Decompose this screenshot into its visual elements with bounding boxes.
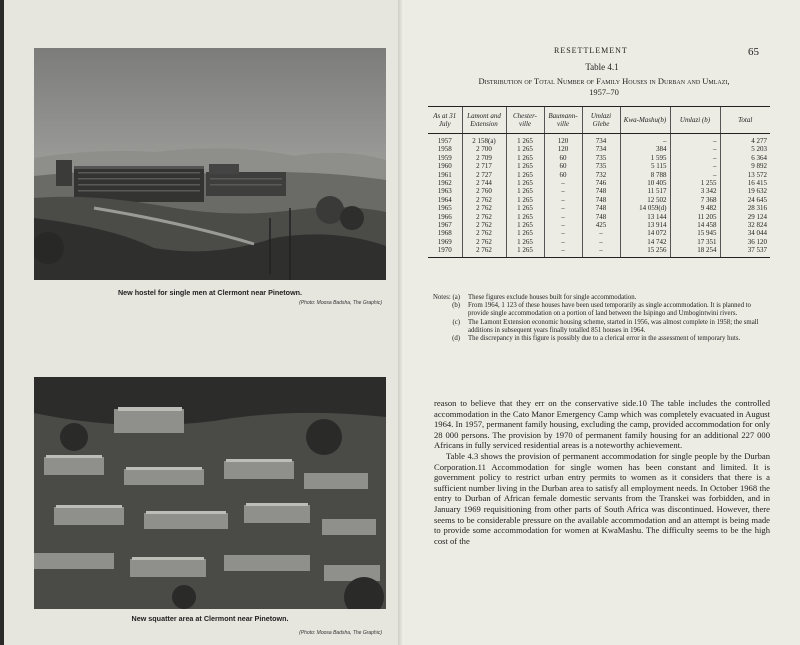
table-cell: 18 254 — [670, 246, 720, 257]
table-cell: 17 351 — [670, 238, 720, 246]
body-paragraph: reason to believe that they err on the conservative side.10 The table includes the controlled accommodation in the Cato Manor Emergency Camp which was completely evacuated in August 1964. In 1957, permanent family housing, excluding the camp, provided accommodation for only 28 000 persons. The provision by 1970 of permanent family housing for an additional 227 000 Africans in fully serviced residential areas is a noteworthy achievement. — [434, 398, 770, 451]
table-cell: 13 914 — [620, 221, 670, 229]
table-cell: 60 — [544, 154, 582, 162]
table-row — [428, 145, 770, 153]
table-row — [428, 179, 770, 187]
table-cell: 748 — [582, 187, 620, 195]
table-cell: 384 — [620, 145, 670, 153]
table-cell: 2 762 — [462, 221, 506, 229]
table-row — [428, 196, 770, 204]
table-cell: 2 762 — [462, 238, 506, 246]
table-cell: 6 364 — [720, 154, 770, 162]
table-cell: 2 762 — [462, 229, 506, 237]
table-cell: – — [670, 171, 720, 179]
table-cell: 15 945 — [670, 229, 720, 237]
table-body — [428, 134, 770, 258]
running-head: RESETTLEMENT — [554, 46, 628, 55]
table-cell: 732 — [582, 171, 620, 179]
table-title-line-2: 1957–70 — [589, 87, 619, 97]
squatter-photo-credit: (Photo: Moosa Badsha, The Graphic) — [299, 630, 382, 636]
hostel-photo-caption: New hostel for single men at Clermont near Pinetown. — [117, 288, 303, 297]
table-cell: – — [544, 229, 582, 237]
table-cell: 2 717 — [462, 162, 506, 170]
table-cell: 34 044 — [720, 229, 770, 237]
table-cell: 1957 — [437, 137, 452, 145]
squatter-photo-caption: New squatter area at Clermont near Pinetown. — [131, 614, 289, 623]
table-row — [428, 229, 770, 237]
table-cell: – — [544, 221, 582, 229]
table-row — [428, 171, 770, 179]
table-cell: – — [544, 204, 582, 212]
table-cell: 2 762 — [462, 246, 506, 257]
table-cell: 746 — [582, 179, 620, 187]
table-cell: 11 205 — [670, 213, 720, 221]
table-cell: – — [544, 187, 582, 195]
table-cell: 13 572 — [720, 171, 770, 179]
table-cell: 24 645 — [720, 196, 770, 204]
table-cell: 36 120 — [720, 238, 770, 246]
table-label: Table 4.1 — [585, 62, 619, 72]
table-cell: 15 256 — [620, 246, 670, 257]
table-cell: 2 744 — [462, 179, 506, 187]
table-cell: 7 368 — [670, 196, 720, 204]
table-cell: 8 788 — [620, 171, 670, 179]
table-cell: 1 265 — [506, 213, 544, 221]
table-cell: 1 265 — [506, 221, 544, 229]
table-cell: 1 265 — [506, 229, 544, 237]
table-cell: 14 072 — [620, 229, 670, 237]
table-cell: 735 — [582, 154, 620, 162]
table-cell: 734 — [582, 145, 620, 153]
table-note — [428, 335, 770, 343]
note-text: From 1964, 1 123 of these houses have been used temporarily as single accommodation. It is planned to provide single accommodation on a portion of land between the Isipingo and Umbogintwini rivers. — [468, 302, 751, 318]
squatter-area-photo — [34, 377, 386, 609]
table-cell: 735 — [582, 162, 620, 170]
table-cell: 1 265 — [506, 134, 544, 146]
table-cell: 1 265 — [506, 246, 544, 257]
table-header-cell: Umlazi (b) — [670, 107, 720, 134]
table-cell: 1 595 — [620, 154, 670, 162]
note-label: (b) — [452, 302, 460, 310]
table-cell: 14 458 — [670, 221, 720, 229]
table-cell: – — [544, 196, 582, 204]
table-cell: 1963 — [437, 187, 452, 196]
note-text: These figures exclude houses built for single accommodation. — [468, 294, 637, 301]
body-text — [434, 398, 770, 546]
table-cell: – — [582, 238, 620, 246]
table-cell: 5 203 — [720, 145, 770, 153]
table-cell: 1 265 — [506, 154, 544, 162]
table-cell: 1970 — [428, 246, 462, 257]
table-cell: 1964 — [437, 195, 452, 204]
table-note — [428, 302, 770, 318]
table-cell: 1 265 — [506, 204, 544, 212]
table-cell: 1962 — [437, 179, 452, 188]
table-cell: 3 342 — [670, 187, 720, 195]
table-cell: 120 — [544, 134, 582, 146]
table-cell: – — [582, 229, 620, 237]
table-cell: 1967 — [437, 221, 452, 230]
table-cell: 14 059(d) — [620, 204, 670, 212]
table-cell: 32 824 — [720, 221, 770, 229]
table-cell: 9 482 — [670, 204, 720, 212]
table-cell: 2 762 — [462, 204, 506, 212]
note-label: (d) — [452, 335, 460, 343]
table-row — [428, 187, 770, 195]
table-cell: 2 709 — [462, 154, 506, 162]
table-cell: 120 — [544, 145, 582, 153]
table-cell: 425 — [582, 221, 620, 229]
table-cell: – — [544, 246, 582, 257]
table-cell: 2 727 — [462, 171, 506, 179]
table-header-cell: Chester-ville — [506, 107, 544, 134]
table-cell: 1 265 — [506, 187, 544, 195]
table-cell: 1 265 — [506, 145, 544, 153]
table-cell: 9 892 — [720, 162, 770, 170]
hostel-photo — [34, 48, 386, 280]
body-paragraph: Table 4.3 shows the provision of permanent accommodation for single people by the Durban Corporation.11 Accommodation for single women has been constant and limited. It is government policy to restrict urban entry permits to women as it considers that there is a sufficient number living in the Durban area to satisfy all employment needs. In October 1968 the entry to Durban of African female domestic servants from the Transkei was forbidden, and in January 1969 requisitioning from other parts of South Africa was discontinued. However, there seems to be considerable pressure on the available accommodation and an attempt is being made to provide some accommodation for women at KwaMashu. The difficulty seems to be the high cost of the — [434, 450, 770, 546]
table-cell: 29 124 — [720, 213, 770, 221]
table-cell: 37 537 — [720, 246, 770, 257]
table-cell: 10 405 — [620, 179, 670, 187]
table-cell: 1 265 — [506, 162, 544, 170]
table-cell: 16 415 — [720, 179, 770, 187]
table-cell: 60 — [544, 171, 582, 179]
table-cell: 1 265 — [506, 171, 544, 179]
note-label: Notes: (a) — [433, 294, 460, 301]
table-cell: – — [544, 179, 582, 187]
table-cell: 13 144 — [620, 213, 670, 221]
table-cell: 1960 — [437, 162, 452, 171]
table-cell: 2 158(a) — [462, 134, 506, 146]
table-row — [428, 204, 770, 212]
table-cell: 1 265 — [506, 238, 544, 246]
table-row — [428, 221, 770, 229]
table-cell: – — [544, 238, 582, 246]
table-cell: 1 255 — [670, 179, 720, 187]
table-row — [428, 162, 770, 170]
table-cell: 4 277 — [720, 134, 770, 146]
table-cell: 1 265 — [506, 196, 544, 204]
table-cell: 1959 — [437, 153, 452, 162]
table-note — [428, 294, 770, 302]
table-cell: 28 316 — [720, 204, 770, 212]
note-label: (c) — [452, 318, 460, 326]
table-cell: 748 — [582, 204, 620, 212]
table-cell: 1958 — [437, 145, 452, 154]
table-cell: 1 265 — [506, 179, 544, 187]
table-row — [428, 213, 770, 221]
table-header-row — [428, 107, 770, 134]
table-title — [424, 76, 784, 98]
table-cell: – — [670, 145, 720, 153]
table-header-cell: Total — [720, 107, 770, 134]
table-row — [428, 246, 770, 257]
table-header-cell: Baumann-ville — [544, 107, 582, 134]
table-row — [428, 238, 770, 246]
table-cell: 1965 — [437, 204, 452, 213]
table-cell: – — [670, 154, 720, 162]
hostel-photo-credit: (Photo: Moosa Badsha, The Graphic) — [299, 300, 382, 306]
table-cell: 11 517 — [620, 187, 670, 195]
note-text: The Lamont Extension economic housing scheme, started in 1956, was almost complete in 1958; the small additions in subsequent years finally totalled 851 houses in 1964. — [468, 318, 759, 334]
table-cell: 19 632 — [720, 187, 770, 195]
table-cell: – — [620, 134, 670, 146]
table-cell: 748 — [582, 196, 620, 204]
right-page — [404, 0, 800, 645]
table-cell: – — [544, 213, 582, 221]
left-page — [4, 0, 402, 645]
note-text: The discrepancy in this figure is possibly due to a clerical error in the assessment of temporary huts. — [468, 335, 741, 343]
table-cell: – — [670, 162, 720, 170]
table-cell: 1968 — [437, 229, 452, 238]
table-row — [428, 154, 770, 162]
table-cell: 1969 — [437, 237, 452, 246]
table-cell: – — [582, 246, 620, 257]
table-title-line-1: Distribution of Total Number of Family Houses in Durban and Umlazi, — [478, 76, 730, 86]
table-cell: 2 762 — [462, 196, 506, 204]
table-cell: 748 — [582, 213, 620, 221]
table-cell: 14 742 — [620, 238, 670, 246]
table-header-cell: Umlazi Glebe — [582, 107, 620, 134]
table-cell: 60 — [544, 162, 582, 170]
table-cell: 12 502 — [620, 196, 670, 204]
table-cell: 5 115 — [620, 162, 670, 170]
table-header-cell: Kwa-Mashu(b) — [620, 107, 670, 134]
table-header-cell: Lamont and Extension — [462, 107, 506, 134]
table-cell: 2 762 — [462, 213, 506, 221]
table-cell: 1961 — [437, 170, 452, 179]
housing-table — [428, 106, 770, 258]
table-cell: 734 — [582, 134, 620, 146]
table-cell: 1966 — [437, 212, 452, 221]
table-note — [428, 319, 770, 335]
table-cell: 2 700 — [462, 145, 506, 153]
table-cell: – — [670, 134, 720, 146]
table-header-cell: As at 31 July — [428, 107, 462, 134]
table-notes — [428, 294, 770, 343]
table-row — [428, 134, 770, 146]
table-cell: 2 760 — [462, 187, 506, 195]
page-number: 65 — [748, 46, 759, 58]
